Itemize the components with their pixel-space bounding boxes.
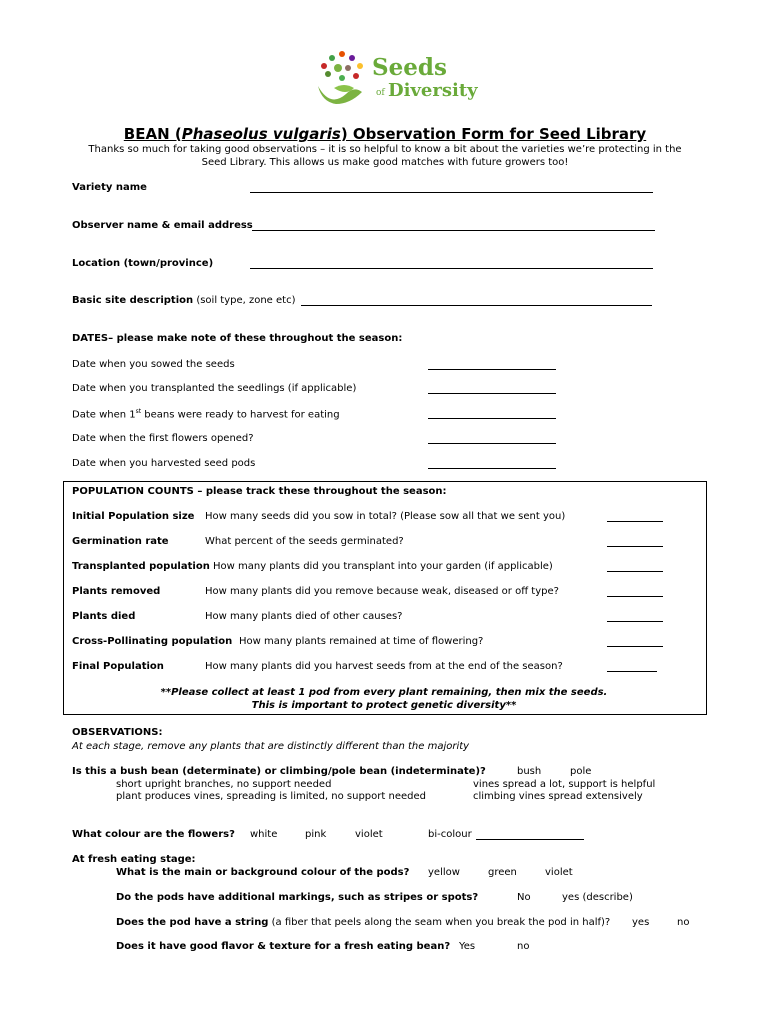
date-transplanted-label: Date when you transplanted the seedlings (if applicable) [72, 383, 357, 394]
flavor-option-no[interactable]: no [517, 941, 530, 952]
pole-desc-2: climbing vines spread extensively [473, 791, 643, 802]
pop-died-question: How many plants died of other causes? [205, 611, 403, 622]
dates-heading: DATES– please make note of these throughout the season: [72, 333, 403, 344]
observer-field[interactable] [252, 218, 655, 231]
markings-option-no[interactable]: No [517, 892, 531, 903]
page-title [0, 125, 770, 143]
q-pod-markings: Do the pods have additional markings, such as stripes or spots? [116, 892, 479, 903]
date-first-beans-pre: Date when 1 [72, 409, 136, 421]
pop-germination-field[interactable] [607, 535, 663, 547]
pop-cross-label: Cross-Pollinating population [72, 636, 233, 647]
pop-final-field[interactable] [607, 660, 657, 672]
flower-option-bicolour[interactable]: bi-colour [428, 829, 472, 840]
pod-colour-violet[interactable]: violet [545, 867, 573, 878]
date-first-beans-label [72, 408, 340, 420]
pop-cross-field[interactable] [607, 635, 663, 647]
q-pod-string: Does the pod have a string [116, 917, 269, 928]
pop-initial-field[interactable] [607, 510, 663, 522]
pop-germination-label: Germination rate [72, 536, 169, 547]
string-option-yes[interactable]: yes [632, 917, 650, 928]
pod-colour-yellow[interactable]: yellow [428, 867, 460, 878]
flower-option-white[interactable]: white [250, 829, 278, 840]
q-flavor: Does it have good flavor & texture for a fresh eating bean? [116, 941, 451, 952]
bicolour-field[interactable] [476, 828, 584, 840]
flavor-option-yes[interactable]: Yes [459, 941, 476, 952]
intro-line-1: Thanks so much for taking good observations – it is so helpful to know a bit about the varieties we’re protecting in the [88, 144, 682, 155]
population-note-1: **Please collect at least 1 pod from every plant remaining, then mix the seeds. [160, 687, 608, 698]
pop-died-label: Plants died [72, 611, 136, 622]
pod-colour-green[interactable]: green [488, 867, 517, 878]
title-post: ) Observation Form for Seed Library [340, 125, 647, 143]
pop-final-label: Final Population [72, 661, 164, 672]
bush-desc-2: plant produces vines, spreading is limited, no support needed [116, 791, 426, 802]
pop-initial-label: Initial Population size [72, 511, 195, 522]
date-transplanted-field[interactable] [428, 382, 556, 394]
logo-of-text: of [376, 88, 385, 98]
option-bush[interactable]: bush [517, 766, 542, 777]
q-pod-string-group [116, 917, 610, 928]
pop-cross-question: How many plants remained at time of flowering? [239, 636, 484, 647]
site-label: Basic site description [72, 295, 194, 306]
bush-desc-1: short upright branches, no support needed [116, 779, 332, 790]
site-hint: (soil type, zone etc) [196, 295, 296, 306]
location-label: Location (town/province) [72, 258, 214, 269]
title-pre: BEAN ( [123, 125, 182, 143]
fresh-eating-heading: At fresh eating stage: [72, 854, 196, 865]
date-first-beans-field[interactable] [428, 407, 556, 419]
option-pole[interactable]: pole [570, 766, 592, 777]
q-pod-colour: What is the main or background colour of the pods? [116, 867, 410, 878]
pop-removed-field[interactable] [607, 585, 663, 597]
pop-initial-question: How many seeds did you sow in total? (Please sow all that we sent you) [205, 511, 566, 522]
pop-removed-question: How many plants did you remove because weak, diseased or off type? [205, 586, 559, 597]
pole-desc-1: vines spread a lot, support is helpful [473, 779, 656, 790]
flower-option-violet[interactable]: violet [355, 829, 383, 840]
date-first-beans-sup: st [135, 408, 142, 415]
population-heading: POPULATION COUNTS – please track these throughout the season: [72, 486, 447, 497]
population-note-2: This is important to protect genetic diversity** [251, 700, 517, 711]
q-bush-pole: Is this a bush bean (determinate) or climbing/pole bean (indeterminate)? [72, 766, 486, 777]
pop-died-field[interactable] [607, 610, 663, 622]
site-label-group [72, 295, 295, 306]
seeds-of-diversity-logo [310, 48, 478, 110]
string-option-no[interactable]: no [677, 917, 690, 928]
observations-subheading: At each stage, remove any plants that are distinctly different than the majority [72, 741, 470, 752]
observer-label: Observer name & email address [72, 220, 253, 231]
pop-transplanted-question: How many plants did you transplant into your garden (if applicable) [213, 561, 553, 572]
title-latin: Phaseolus vulgaris [181, 125, 341, 143]
pop-removed-label: Plants removed [72, 586, 161, 597]
pop-final-question: How many plants did you harvest seeds from at the end of the season? [205, 661, 563, 672]
date-first-beans-post: beans were ready to harvest for eating [141, 409, 340, 421]
location-field[interactable] [250, 256, 653, 269]
q-pod-string-hint: (a fiber that peels along the seam when you break the pod in half)? [271, 917, 611, 928]
q-flower-colour: What colour are the flowers? [72, 829, 235, 840]
date-harvest-field[interactable] [428, 457, 556, 469]
variety-label: Variety name [72, 182, 147, 193]
intro-line-2: Seed Library. This allows us make good matches with future growers too! [201, 157, 569, 168]
variety-field[interactable] [250, 180, 653, 193]
date-sowed-field[interactable] [428, 358, 556, 370]
date-harvest-label: Date when you harvested seed pods [72, 458, 256, 469]
pop-germination-question: What percent of the seeds germinated? [205, 536, 404, 547]
pop-transplanted-field[interactable] [607, 560, 663, 572]
site-field[interactable] [301, 293, 652, 306]
date-sowed-label: Date when you sowed the seeds [72, 359, 235, 370]
logo-seeds-text: Seeds [372, 54, 447, 81]
observations-heading: OBSERVATIONS: [72, 727, 163, 738]
flower-option-pink[interactable]: pink [305, 829, 327, 840]
date-flowers-label: Date when the first flowers opened? [72, 433, 254, 444]
pop-transplanted-label: Transplanted population [72, 561, 210, 572]
logo-diversity-text: Diversity [388, 80, 478, 101]
date-flowers-field[interactable] [428, 432, 556, 444]
markings-option-yes[interactable]: yes (describe) [562, 892, 633, 903]
